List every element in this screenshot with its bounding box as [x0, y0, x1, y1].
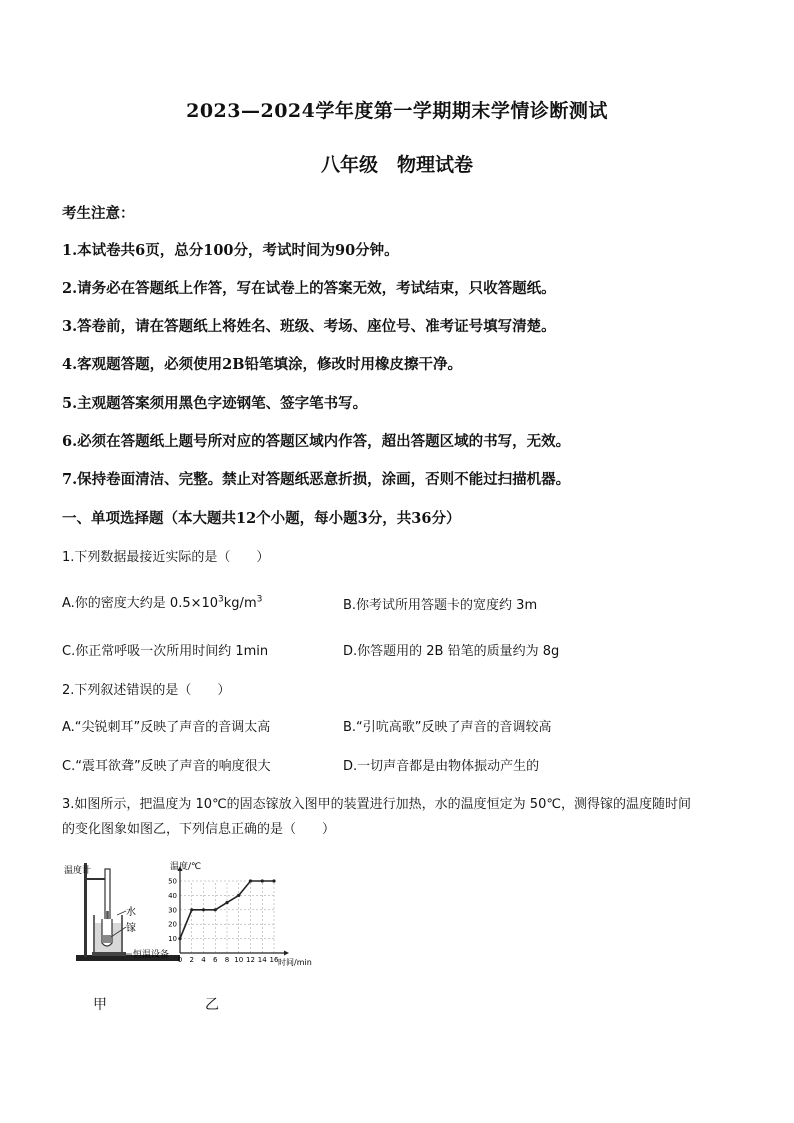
notice-item: 7.保持卷面清洁、完整。禁止对答题纸恶意折损，涂画，否则不能过扫描机器。: [62, 471, 571, 488]
q2-option-c: C.“震耳欲聋”反映了声音的响度很大: [62, 759, 271, 774]
experiment-figure: [62, 853, 312, 975]
figure-caption-jia: 甲: [93, 997, 107, 1013]
notice-item: 2.请务必在答题纸上作答，写在试卷上的答案无效，考试结束，只收答题纸。: [62, 280, 556, 297]
y-tick-label: 10: [168, 935, 177, 944]
x-tick-label: 4: [201, 956, 206, 964]
water-leader: [117, 911, 126, 915]
y-tick-label: 30: [168, 906, 177, 915]
q1-option-c: C.你正常呼吸一次所用时间约 1min: [62, 644, 269, 659]
notice-item: 4.客观题答题，必须使用2B铅笔填涂，修改时用橡皮擦干净。: [62, 356, 462, 373]
q1-option-a: A.你的密度大约是 $0.5\times 10^3kg/m^3$: [62, 594, 263, 611]
x-tick-label: 0: [177, 956, 183, 964]
q2-option-b: B.“引吭高歌”反映了声音的音调较高: [343, 720, 552, 735]
graph-axes: [178, 866, 290, 956]
y-tick-label: 20: [168, 920, 177, 929]
x-tick-label: 12: [246, 956, 255, 964]
data-point: [214, 908, 217, 911]
x-tick-label: 2: [189, 956, 194, 964]
thermometer-label: 温度计: [64, 866, 92, 876]
q2-option-d: D.一切声音都是由物体振动产生的: [343, 759, 540, 774]
question-3-stem: 3.如图所示，把温度为 10℃的固态镓放入图甲的装置进行加热，水的温度恒定为 50℃，测得镓的温度随时间: [62, 797, 691, 812]
water-label: 水: [126, 907, 136, 918]
question-1-stem: 1.下列数据最接近实际的是（ ）: [62, 550, 270, 565]
heater-plate: [92, 952, 126, 956]
data-point: [261, 879, 264, 882]
graph-grid: [180, 881, 274, 953]
notice-item: 1.本试卷共6页，总分100分，考试时间为90分钟。: [62, 242, 399, 259]
figure-caption-yi: 乙: [205, 997, 219, 1013]
exam-title: 2023—2024学年度第一学期期末学情诊断测试: [186, 100, 608, 122]
y-tick-label: 50: [168, 877, 177, 886]
q2-option-a: A.“尖锐刺耳”反映了声音的音调太高: [62, 720, 271, 735]
x-tick-label: 14: [257, 956, 267, 964]
data-point: [272, 879, 275, 882]
data-point: [202, 908, 205, 911]
section-heading: 一、单项选择题（本大题共12个小题，每小题3分，共36分）: [62, 510, 461, 527]
notice-item: 5.主观题答案须用黑色字迹钢笔、签字笔书写。: [62, 395, 368, 412]
q1-option-b: B.你考试所用答题卡的宽度约 3m: [343, 598, 538, 613]
gallium-sample: [103, 935, 111, 943]
data-point: [178, 937, 181, 940]
question-3-stem: 的变化图象如图乙，下列信息正确的是（ ）: [62, 822, 336, 837]
y-axis-label: 温度/℃: [170, 862, 202, 872]
device-label: 恒温设备: [133, 950, 170, 960]
series-line: [180, 881, 274, 939]
exam-subtitle: 八年级 物理试卷: [320, 154, 473, 176]
gallium-label: 镓: [126, 923, 136, 934]
x-axis-label: 时间/min: [278, 958, 312, 967]
x-tick-label: 6: [213, 956, 218, 964]
x-tick-label: 16: [269, 956, 279, 964]
y-tick-label: 40: [168, 891, 177, 900]
question-2-stem: 2.下列叙述错误的是（ ）: [62, 683, 231, 698]
heating-apparatus: [64, 863, 180, 961]
notice-item: 6.必须在答题纸上题号所对应的答题区域内作答，超出答题区域的书写，无效。: [62, 433, 571, 450]
q1-option-d: D.你答题用的 2B 铅笔的质量约为 8g: [343, 644, 560, 659]
data-point: [225, 901, 228, 904]
stand-rod: [84, 863, 87, 957]
data-point: [249, 879, 252, 882]
temperature-time-graph: [168, 860, 312, 967]
data-point: [237, 894, 240, 897]
x-tick-label: 8: [224, 956, 230, 964]
x-tick-label: 10: [234, 956, 244, 964]
notice-heading: 考生注意：: [62, 205, 135, 222]
notice-item: 3.答卷前，请在答题纸上将姓名、班级、考场、座位号、准考证号填写清楚。: [62, 318, 556, 335]
data-point: [190, 908, 193, 911]
x-axis-arrow: [284, 951, 289, 956]
